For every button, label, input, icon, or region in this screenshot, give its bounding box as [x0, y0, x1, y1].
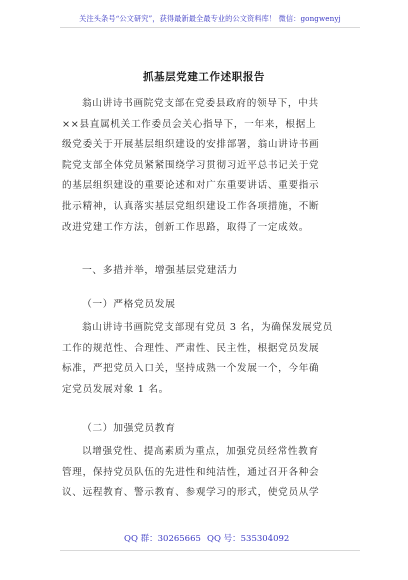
text-line: ××县直属机关工作委员会关心指导下，一年来，根据上 — [62, 118, 317, 130]
intro-paragraph — [62, 94, 345, 238]
footer — [0, 532, 408, 546]
text-line: 定党员发展对象 1 名。 — [62, 383, 169, 395]
section-heading: 一、多措并举，增强基层党建活力 — [82, 265, 238, 276]
text-line: 院党支部全体党员紧紧围绕学习贯彻习近平总书记关于党 — [62, 159, 320, 171]
text-line: 级党委关于开展基层组织建设的安排部署，翁山讲诗书画 — [62, 139, 320, 151]
text-line: 翁山讲诗书画院党支部现有党员 3 名，为确保发展党员 — [82, 322, 334, 333]
education-paragraph — [62, 442, 345, 504]
text-line: 的基层组织建设的重要论述和对广东重要讲话、重要指示 — [62, 180, 320, 192]
header-notice: 关注头条号“公文研究”，获得最新最全最专业的公文资料库！ 微信：gongwenyj — [79, 14, 341, 23]
text-line: 管理，保持党员队伍的先进性和纯洁性，通过召开各种会 — [62, 466, 320, 478]
text-line: 翁山讲诗书画院党支部在党委县政府的领导下，中共 — [82, 98, 319, 109]
footer-divider — [60, 550, 360, 551]
document-title: 抓基层党建工作述职报告 — [142, 71, 266, 83]
footer-qq-group: QQ 群：30265665 — [124, 534, 201, 544]
text-line: 改进党建工作方法，创新工作思路，取得了一定成效。 — [62, 221, 310, 233]
subsection-heading: （二）加强党员教育 — [82, 423, 176, 434]
text-line: 标准，严把党员入口关，坚持成熟一个发展一个，今年确 — [62, 363, 320, 375]
text-line: 议、远程教育、警示教育、参观学习的形式，使党员从学 — [62, 487, 320, 499]
footer-qq-number: QQ 号：535304092 — [207, 534, 290, 544]
subsection-heading: （一）严格党员发展 — [82, 299, 176, 310]
text-line: 工作的规范性、合理性、严肃性、民主性，根据党员发展 — [62, 342, 320, 354]
header-divider — [60, 27, 360, 28]
text-line: 以增强党性、提高素质为重点，加强党员经常性教育 — [82, 446, 319, 457]
text-line: 批示精神，认真落实基层党组织建设工作各项措施，不断 — [62, 200, 320, 212]
membership-paragraph — [62, 318, 345, 400]
